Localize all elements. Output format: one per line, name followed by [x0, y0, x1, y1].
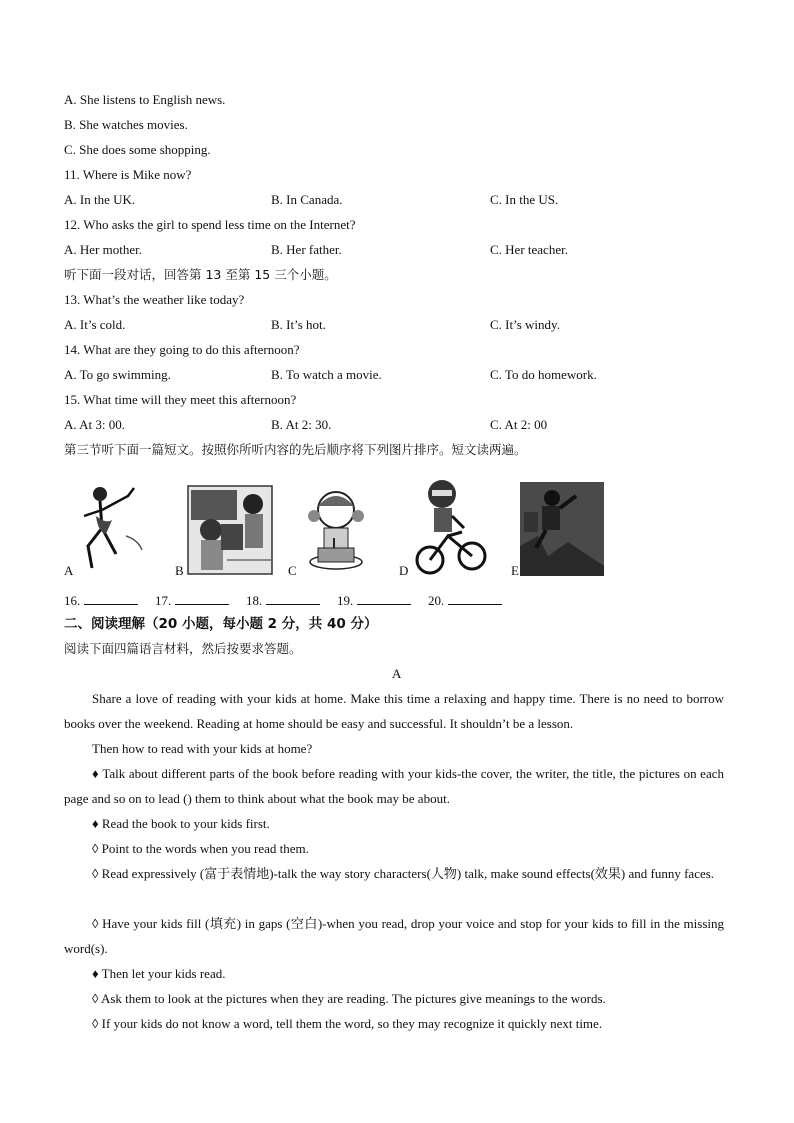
passage-sub-pictures: ◊ Ask them to look at the pictures when they are reading. The pictures give meanings to the words. [92, 991, 606, 1006]
picture-label-a: A [64, 563, 74, 578]
q15-option-b: B. At 2: 30. [271, 417, 332, 432]
q10-option-b: B. She watches movies. [64, 117, 188, 132]
q13-option-a: A. It’s cold. [64, 317, 126, 332]
blank-number: 17. [155, 593, 172, 608]
passage-title: A [392, 666, 402, 681]
picture-label-d: D [399, 563, 409, 578]
q12-option-a: A. Her mother. [64, 242, 142, 257]
blank-number: 18. [246, 593, 263, 608]
q13-option-c: C. It’s windy. [490, 317, 560, 332]
passage-bullet-talk: ♦ Talk about different parts of the book before reading with your kids-the cover, the writer, the title, the pictures on each page and so on to lead () them to think about what the book may be about. [64, 766, 724, 806]
q10-option-c: C. She does some shopping. [64, 142, 211, 157]
q11-question: 11. Where is Mike now? [64, 167, 192, 182]
dialog-instruction: 听下面一段对话，回答第 13 至第 15 三个小题。 [64, 267, 337, 282]
q14-option-b: B. To watch a movie. [271, 367, 382, 382]
passage-paragraph-2: Then how to read with your kids at home? [92, 741, 313, 756]
boy-on-bike-picture [412, 476, 492, 576]
q15-question: 15. What time will they meet this afternoon? [64, 392, 297, 407]
passage-paragraph-1: Share a love of reading with your kids at home. Make this time a relaxing and happy time. There is no need to borrow books over the weekend. Reading at home should be easy and successful. It shouldn’t be a lesson. [64, 691, 724, 731]
picture-label-b: B [175, 563, 184, 578]
passage-sub-unknown-word: ◊ If your kids do not know a word, tell them the word, so they may recognize it quickly next time. [92, 1016, 603, 1031]
part2-heading: 二、阅读理解（20 小题，每小题 2 分，共 40 分） [64, 616, 378, 632]
passage-bullet-read-first: ♦ Read the book to your kids first. [92, 816, 270, 831]
section3-instruction: 第三节听下面一篇短文。按照你所听内容的先后顺序将下列图片排序。短文读两遍。 [64, 442, 527, 457]
blank-number: 16. [64, 593, 81, 608]
q13-question: 13. What’s the weather like today? [64, 292, 245, 307]
q12-question: 12. Who asks the girl to spend less time on the Internet? [64, 217, 356, 232]
q12-option-b: B. Her father. [271, 242, 342, 257]
answer-blank-20[interactable] [428, 592, 502, 609]
q14-question: 14. What are they going to do this afternoon? [64, 342, 300, 357]
answer-blank-19[interactable] [337, 592, 411, 609]
picture-label-e: E [511, 563, 519, 578]
passage-sub-expressive: ◊ Read expressively (富于表情地)-talk the way story characters(人物) talk, make sound effects(效果) and funny faces. [92, 866, 715, 881]
answer-blank-16[interactable] [64, 592, 138, 609]
answer-blank-18[interactable] [246, 592, 320, 609]
q11-option-b: B. In Canada. [271, 192, 343, 207]
q13-option-b: B. It’s hot. [271, 317, 326, 332]
classroom-picture [187, 476, 273, 576]
blank-number: 20. [428, 593, 445, 608]
q14-option-a: A. To go swimming. [64, 367, 171, 382]
blank-number: 19. [337, 593, 354, 608]
part2-instruction: 阅读下面四篇语言材料，然后按要求答题。 [64, 641, 302, 656]
q10-option-a: A. She listens to English news. [64, 92, 226, 107]
girl-with-cake-picture [296, 476, 376, 576]
picture-label-c: C [288, 563, 297, 578]
answer-blank-17[interactable] [155, 592, 229, 609]
q15-option-c: C. At 2: 00 [490, 417, 548, 432]
rock-climbing-picture [518, 476, 604, 576]
dancing-girl-picture [76, 476, 152, 576]
passage-sub-fill-gaps: ◊ Have your kids fill (填充) in gaps (空白)-when you read, drop your voice and stop for your kids to fill in the missing word(s). [64, 916, 724, 956]
q15-option-a: A. At 3: 00. [64, 417, 126, 432]
passage-bullet-kids-read: ♦ Then let your kids read. [92, 966, 226, 981]
q11-option-c: C. In the US. [490, 192, 559, 207]
q12-option-c: C. Her teacher. [490, 242, 568, 257]
q14-option-c: C. To do homework. [490, 367, 597, 382]
q11-option-a: A. In the UK. [64, 192, 136, 207]
passage-sub-point: ◊ Point to the words when you read them. [92, 841, 309, 856]
